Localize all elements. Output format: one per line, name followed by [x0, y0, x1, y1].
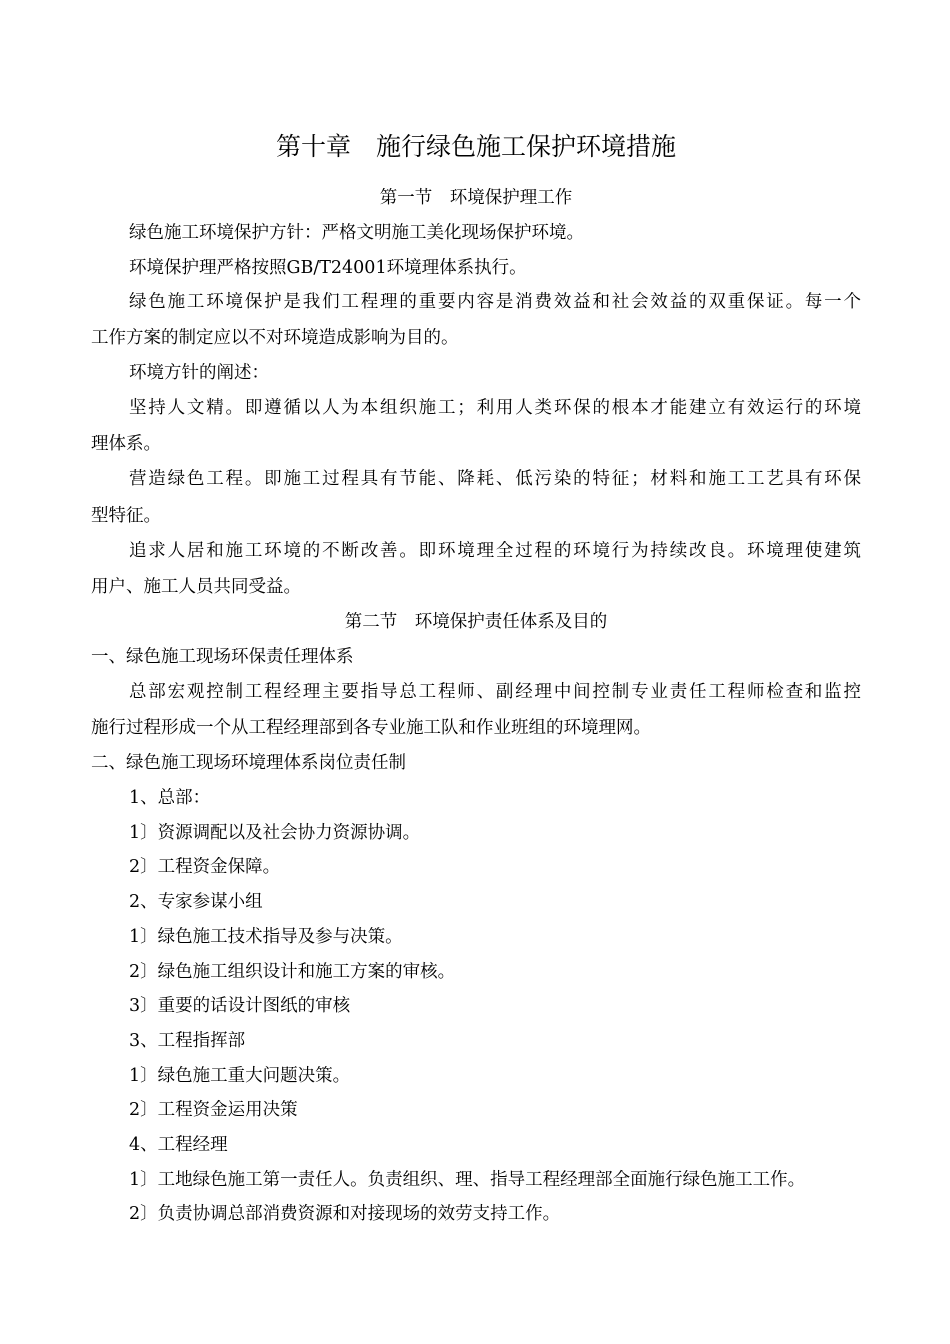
paragraph-improvement-line1: 追求人居和施工环境的不断改善。即环境理全过程的环境行为持续改良。环境理使建筑 [129, 541, 861, 561]
section-title-2: 第二节 环境保护责任体系及目的 [344, 612, 608, 632]
paragraph-green-project-line2: 型特征。 [91, 506, 161, 526]
list-item: 1〕工地绿色施工第一责任人。负责组织、理、指导工程经理部全面施行绿色施工工作。 [129, 1170, 806, 1190]
paragraph-importance-line1: 绿色施工环境保护是我们工程理的重要内容是消费效益和社会效益的双重保证。每一个 [129, 292, 861, 312]
list-item: 1〕绿色施工重大问题决策。 [129, 1066, 351, 1086]
section-title-1: 第一节 环境保护理工作 [379, 188, 573, 208]
paragraph-management-line1: 总部宏观控制工程经理主要指导总工程师、副经理中间控制专业责任工程师检查和监控 [129, 682, 861, 702]
heading-post-responsibility: 二、绿色施工现场环境理体系岗位责任制 [91, 753, 406, 773]
list-item: 2〕绿色施工组织设计和施工方案的审核。 [129, 962, 456, 982]
paragraph-green-project-line1: 营造绿色工程。即施工过程具有节能、降耗、低污染的特征；材料和施工工艺具有环保 [129, 469, 861, 489]
list-item: 2、专家参谋小组 [129, 892, 263, 912]
list-item: 2〕工程资金运用决策 [129, 1100, 298, 1120]
paragraph-improvement-line2: 用户、施工人员共同受益。 [91, 577, 301, 597]
paragraph-policy-intro: 环境方针的阐述： [129, 363, 269, 383]
paragraph-importance-line2: 工作方案的制定应以不对环境造成影响为目的。 [91, 328, 459, 348]
paragraph-humanism-line2: 理体系。 [91, 434, 161, 454]
list-item: 1〕资源调配以及社会协力资源协调。 [129, 823, 421, 843]
list-item: 4、工程经理 [129, 1135, 228, 1155]
paragraph-management-line2: 施行过程形成一个从工程经理部到各专业施工队和作业班组的环境理网。 [91, 718, 651, 738]
paragraph-humanism-line1: 坚持人文精。即遵循以人为本组织施工；利用人类环保的根本才能建立有效运行的环境 [129, 398, 861, 418]
paragraph-standard: 环境保护理严格按照GB/T24001环境理体系执行。 [129, 258, 527, 278]
list-item: 3、工程指挥部 [129, 1031, 246, 1051]
heading-responsibility-system: 一、绿色施工现场环保责任理体系 [91, 647, 354, 667]
list-item: 2〕负责协调总部消费资源和对接现场的效劳支持工作。 [129, 1204, 561, 1224]
list-item: 1、总部： [129, 788, 211, 808]
list-item: 1〕绿色施工技术指导及参与决策。 [129, 927, 403, 947]
list-item: 2〕工程资金保障。 [129, 857, 281, 877]
chapter-title: 第十章 施行绿色施工保护环境措施 [275, 132, 676, 161]
paragraph-policy: 绿色施工环境保护方针：严格文明施工美化现场保护环境。 [129, 223, 584, 243]
list-item: 3〕重要的话设计图纸的审核 [129, 996, 351, 1016]
